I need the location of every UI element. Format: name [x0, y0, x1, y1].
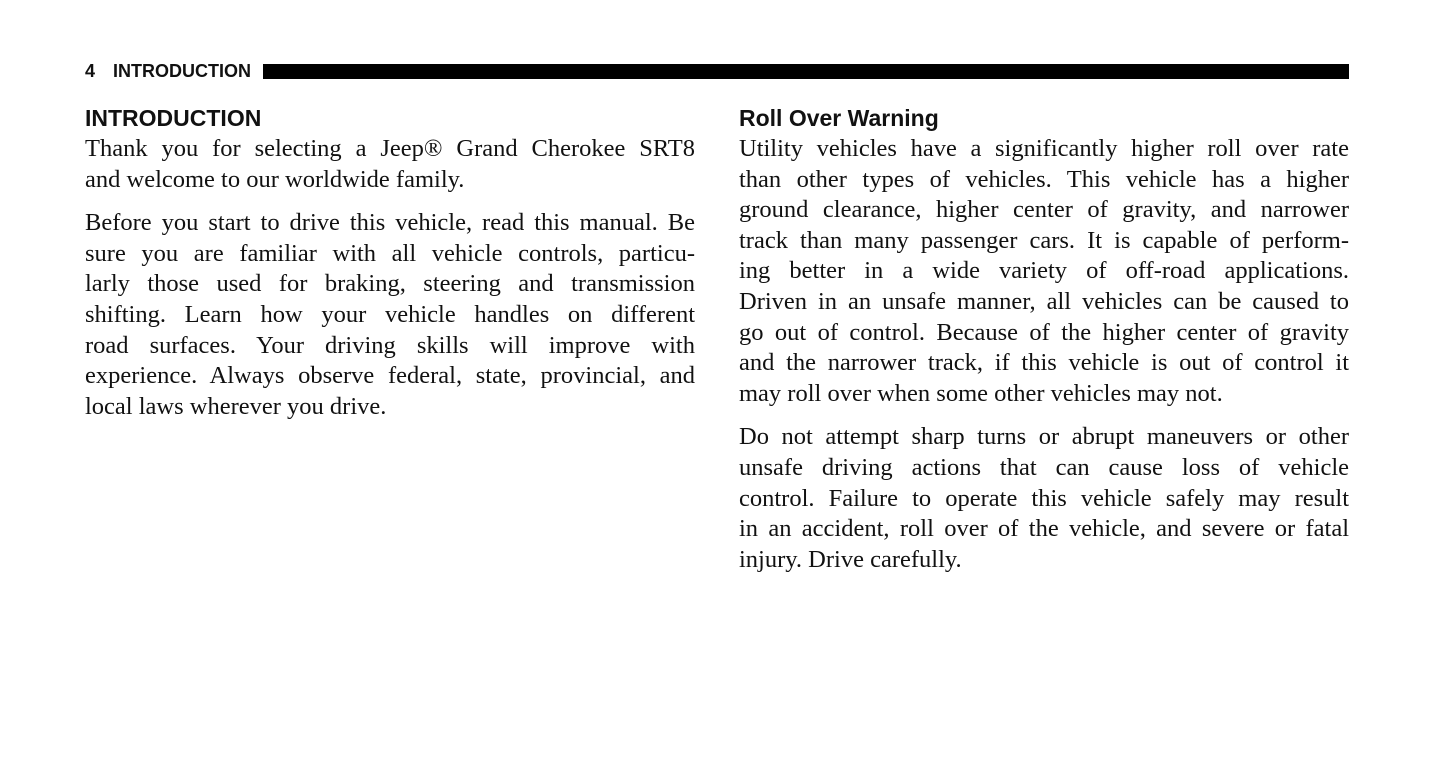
text-line: control. Failure to operate this vehicle safely may result: [739, 484, 1349, 512]
text-line: in an accident, roll over of the vehicle, and severe or fatal: [739, 515, 1349, 543]
right-paragraphs: [739, 134, 1349, 575]
text-line: ing better in a wide variety of off-road applications.: [739, 257, 1349, 285]
text-line: ground clearance, higher center of gravity, and narrower: [739, 196, 1349, 224]
text-line: and the narrower track, if this vehicle is out of control it: [739, 349, 1349, 377]
header-rule: [263, 64, 1349, 79]
text-line: road surfaces. Your driving skills will improve with: [85, 331, 695, 359]
text-line: Do not attempt sharp turns or abrupt maneuvers or other: [739, 423, 1349, 451]
text-line: shifting. Learn how your vehicle handles on different: [85, 300, 695, 328]
text-line: larly those used for braking, steering and transmission: [85, 270, 695, 298]
text-line: local laws wherever you drive.: [85, 392, 387, 420]
text-line: Utility vehicles have a significantly higher roll over rate: [739, 135, 1349, 162]
text-line: than other types of vehicles. This vehicle has a higher: [739, 165, 1349, 193]
page-header: [85, 60, 1349, 82]
left-paragraphs: [85, 134, 695, 422]
text-line: unsafe driving actions that can cause loss of vehicle: [739, 453, 1349, 481]
section-heading: INTRODUCTION: [85, 105, 262, 131]
text-line: injury. Drive carefully.: [739, 545, 962, 573]
text-line: Before you start to drive this vehicle, read this manual. Be: [85, 209, 695, 237]
text-line: and welcome to our worldwide family.: [85, 165, 465, 193]
text-line: may roll over when some other vehicles may not.: [739, 379, 1223, 407]
paragraph: [739, 134, 1349, 409]
text-line: experience. Always observe federal, state, provincial, and: [85, 362, 695, 390]
page-number: 4: [85, 60, 96, 81]
text-line: track than many passenger cars. It is capable of perform-: [739, 226, 1349, 254]
left-column: [85, 103, 695, 435]
text-line: sure you are familiar with all vehicle controls, particu-: [85, 239, 695, 267]
text-line: Driven in an unsafe manner, all vehicles can be caused to: [739, 287, 1349, 315]
text-line: go out of control. Because of the higher center of gravity: [739, 318, 1349, 346]
running-section-title: INTRODUCTION: [113, 60, 252, 81]
right-column: [739, 103, 1349, 588]
paragraph: [739, 422, 1349, 575]
paragraph: [85, 208, 695, 422]
text-line: Thank you for selecting a Jeep® Grand Cherokee SRT8: [85, 135, 695, 162]
paragraph: [85, 134, 695, 195]
section-heading: Roll Over Warning: [739, 105, 939, 131]
